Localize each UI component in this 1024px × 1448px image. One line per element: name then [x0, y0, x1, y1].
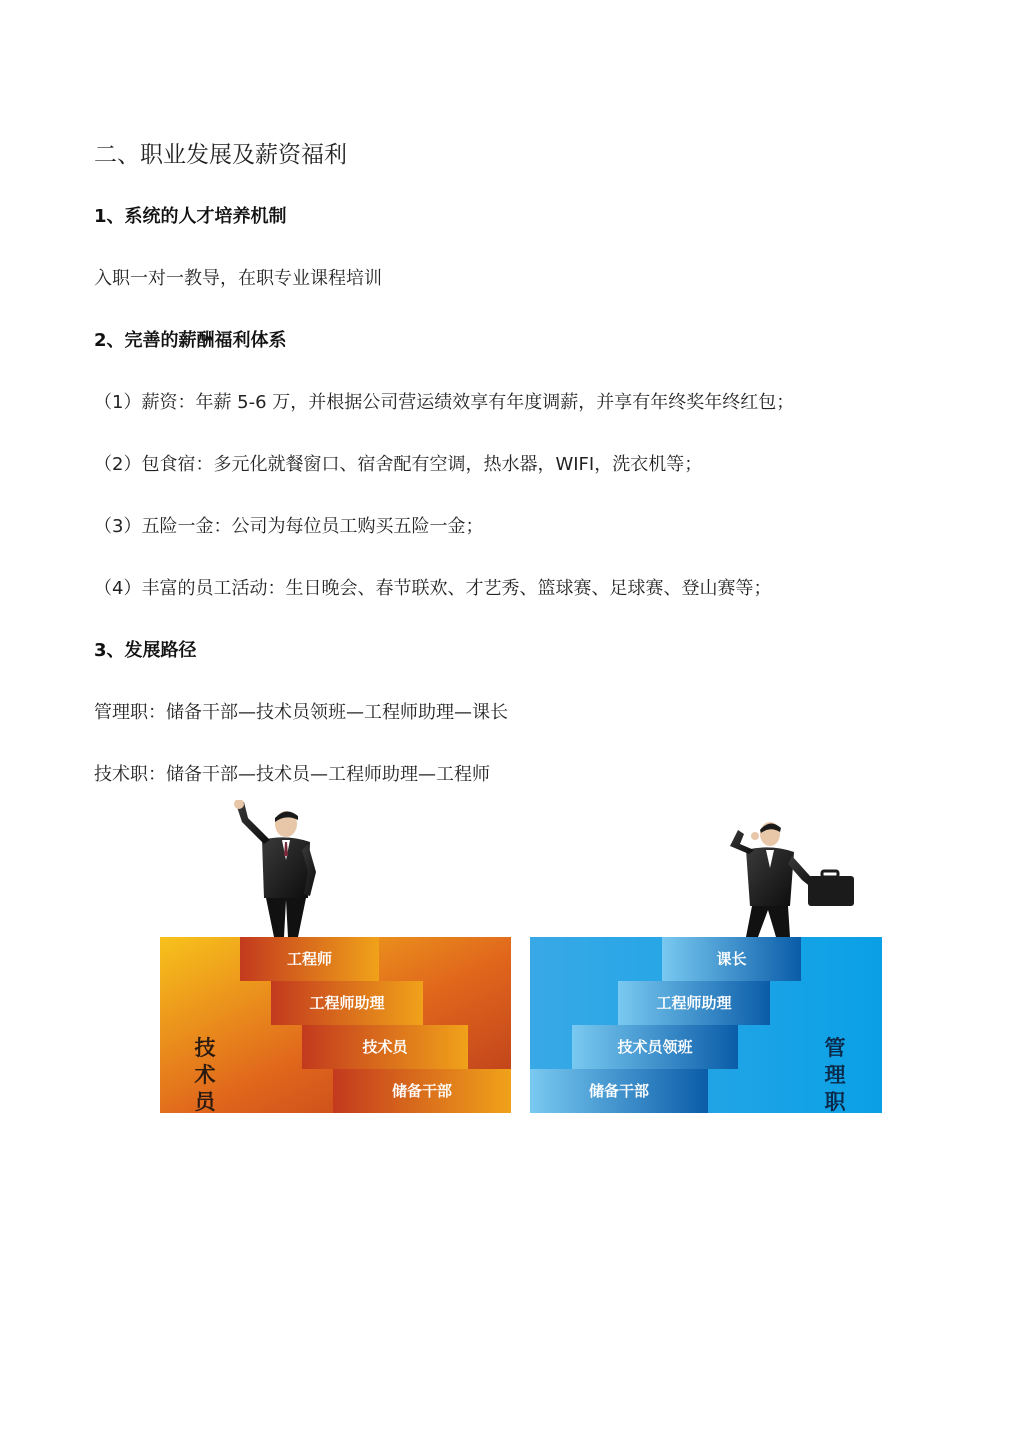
left-step-technician: 技术员	[362, 1038, 408, 1056]
right-vertical-label: 管理职	[824, 1036, 846, 1114]
businessman-right-figure	[730, 822, 854, 937]
career-staircase-diagram	[150, 800, 890, 1120]
left-vertical-label: 技术员	[194, 1036, 216, 1114]
heading-compensation: 2、完善的薪酬福利体系	[94, 330, 287, 351]
left-step-engineer: 工程师	[286, 950, 332, 968]
benefit-item-activities: （4）丰富的员工活动：生日晚会、春节联欢、才艺秀、篮球赛、足球赛、登山赛等；	[94, 578, 772, 599]
talent-training-text: 入职一对一教导，在职专业课程培训	[94, 268, 382, 289]
businessman-left-figure	[234, 800, 316, 937]
benefit-item-insurance: （3）五险一金：公司为每位员工购买五险一金；	[94, 516, 484, 537]
right-step-section-chief: 课长	[716, 950, 747, 968]
left-step-engineer-assistant: 工程师助理	[309, 994, 385, 1012]
benefit-item-housing: （2）包食宿：多元化就餐窗口、宿舍配有空调，热水器，WIFI，洗衣机等；	[94, 454, 703, 475]
benefit-item-salary: （1）薪资：年薪 5-6 万，并根据公司营运绩效享有年度调薪，并享有年终奖年终红包；	[94, 392, 795, 413]
right-step-technician-leader: 技术员领班	[617, 1038, 693, 1056]
technical-path-text: 技术职：储备干部—技术员—工程师助理—工程师	[94, 764, 490, 785]
section-title: 二、职业发展及薪资福利	[94, 142, 347, 168]
heading-talent-training: 1、系统的人才培养机制	[94, 206, 287, 227]
heading-career-path: 3、发展路径	[94, 640, 197, 661]
right-step-reserve-cadre: 储备干部	[588, 1082, 649, 1100]
management-path-text: 管理职：储备干部—技术员领班—工程师助理—课长	[94, 702, 508, 723]
left-step-reserve-cadre: 储备干部	[391, 1082, 452, 1100]
right-step-engineer-assistant: 工程师助理	[656, 994, 732, 1012]
